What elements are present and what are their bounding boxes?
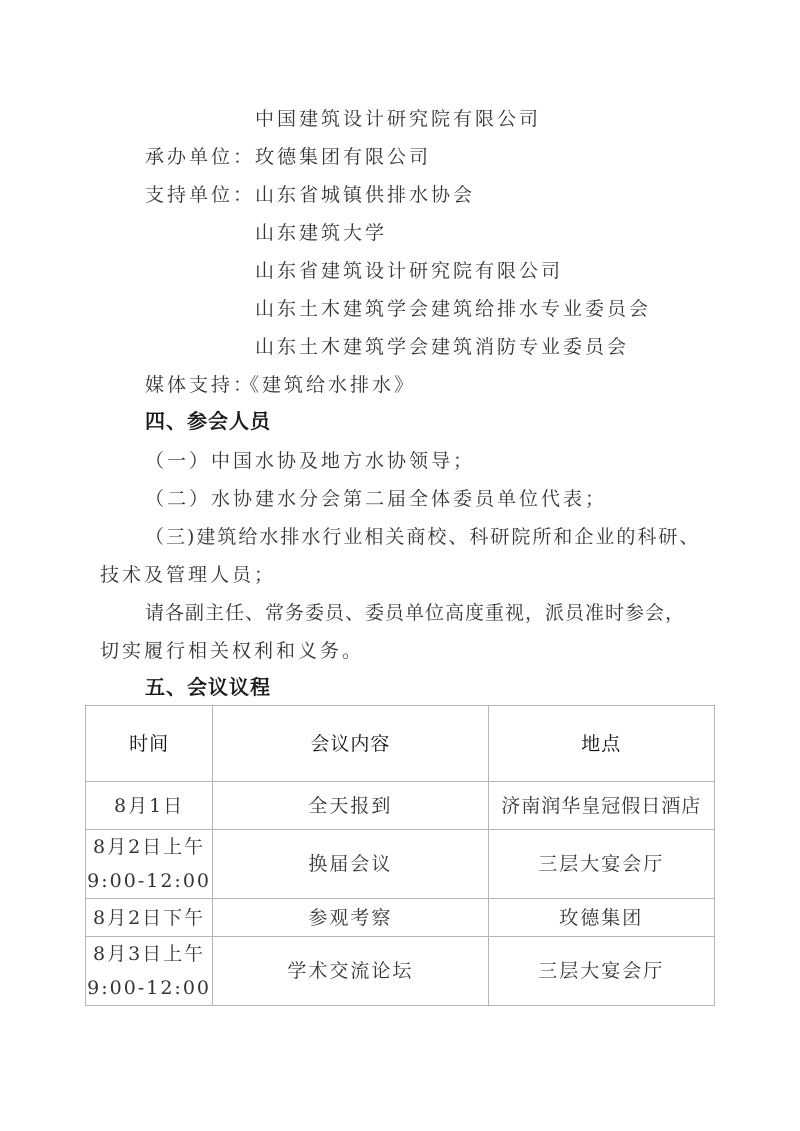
time-date: 8月2日上午 xyxy=(93,836,206,858)
attendance-note-continued: 切实履行相关权利和义务。 xyxy=(100,640,365,662)
agenda-content: 学术交流论坛 xyxy=(213,937,488,1006)
agenda-location: 玫德集团 xyxy=(488,899,714,937)
attendee-item-continued: 技术及管理人员； xyxy=(100,564,277,586)
agenda-row xyxy=(86,830,715,899)
support-item: 山东土木建筑学会建筑消防专业委员会 xyxy=(255,336,630,358)
header-time: 时间 xyxy=(86,706,213,782)
agenda-row xyxy=(86,899,715,937)
attendee-item: （三)建筑给水排水行业相关商校、科研院所和企业的科研、 xyxy=(145,526,701,548)
support-item: 山东土木建筑学会建筑给排水专业委员会 xyxy=(255,298,652,320)
time-range: 9:00-12:00 xyxy=(87,977,212,999)
media-value: 《建筑给水排水》 xyxy=(240,374,417,396)
agenda-row xyxy=(86,782,715,830)
time-date: 8月2日下午 xyxy=(93,906,206,929)
header-content: 会议内容 xyxy=(213,706,488,782)
media-label: 媒体支持： xyxy=(145,374,256,396)
time-range: 9:00-12:00 xyxy=(87,870,212,892)
attendee-item: （二）水协建水分会第二届全体委员单位代表； xyxy=(145,488,608,510)
support-label: 支持单位： xyxy=(145,184,256,206)
section5-title: 五、会议议程 xyxy=(145,675,271,699)
time-date: 8月3日上午 xyxy=(93,943,206,965)
agenda-content: 全天报到 xyxy=(213,782,488,830)
agenda-time xyxy=(86,830,213,899)
agenda-content: 参观考察 xyxy=(213,899,488,937)
agenda-location: 三层大宴会厅 xyxy=(488,830,714,899)
agenda-content: 换届会议 xyxy=(213,830,488,899)
support-item: 山东省城镇供排水协会 xyxy=(255,184,476,206)
agenda-time xyxy=(86,782,213,830)
agenda-table xyxy=(85,705,715,1006)
header-location: 地点 xyxy=(488,706,714,782)
agenda-location: 济南润华皇冠假日酒店 xyxy=(488,782,714,830)
agenda-time xyxy=(86,937,213,1006)
agenda-location: 三层大宴会厅 xyxy=(488,937,714,1006)
support-item: 山东省建筑设计研究院有限公司 xyxy=(255,260,564,282)
attendance-note: 请各副主任、常务委员、委员单位高度重视，派员准时参会， xyxy=(145,602,686,624)
time-date: 8月1日 xyxy=(114,794,185,817)
organizer-continued: 中国建筑设计研究院有限公司 xyxy=(255,108,542,130)
host-value: 玫德集团有限公司 xyxy=(255,146,432,168)
agenda-time xyxy=(86,899,213,937)
agenda-header-row xyxy=(86,706,715,782)
agenda-row xyxy=(86,937,715,1006)
host-label: 承办单位： xyxy=(145,146,256,168)
attendee-item: （一）中国水协及地方水协领导； xyxy=(145,450,476,472)
support-item: 山东建筑大学 xyxy=(255,222,388,244)
section4-title: 四、参会人员 xyxy=(145,409,271,433)
